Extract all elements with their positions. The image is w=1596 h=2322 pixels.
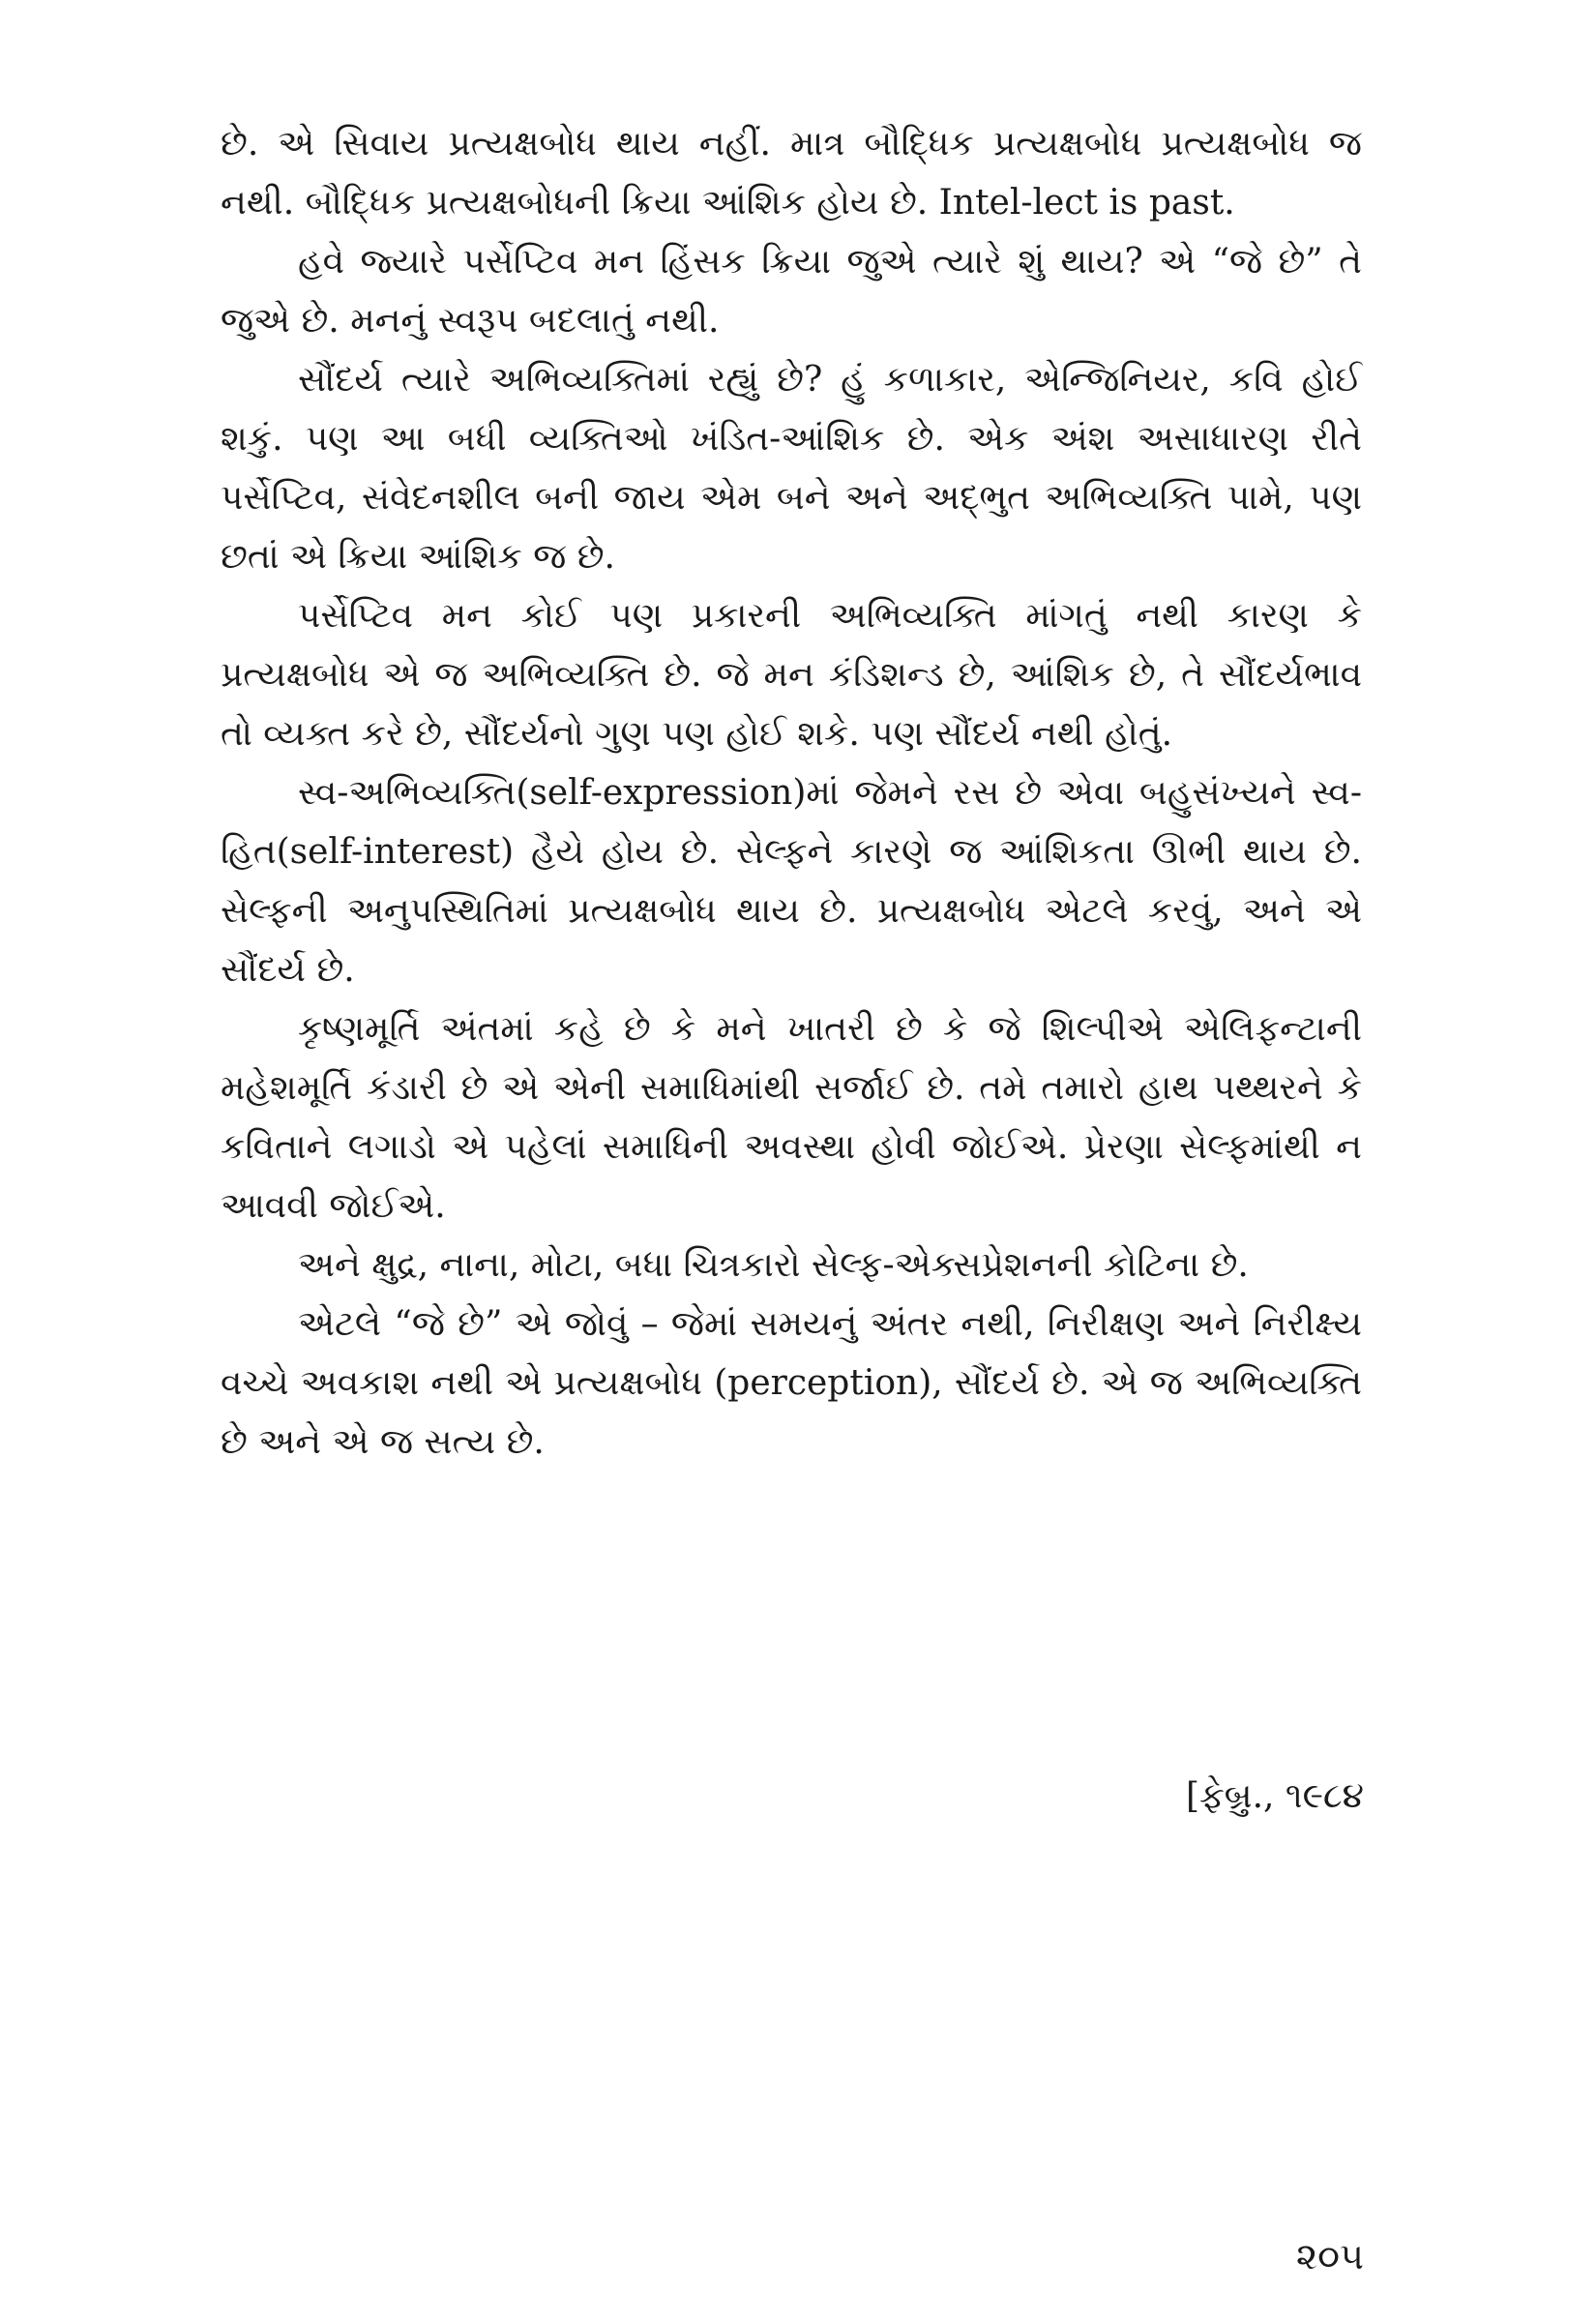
paragraph: સ્વ-અભિવ્યક્તિ(self-expression)માં જેમને રસ છે એવા બહુસંખ્યને સ્વ-હિત(self-interest) હૈયે હોય છે. સેલ્ફને કારણે જ આંશિકતા ઊભી થાય છે. સેલ્ફની અનુપસ્થિતિમાં પ્રત્યક્ષબોધ થાય છે. પ્રત્યક્ષબોધ એટલે કરવું, અને એ સૌંદર્ય છે.: [221, 773, 1362, 990]
body-text: [221, 114, 1362, 1472]
paragraph: એટલે “જે છે” એ જોવું – જેમાં સમયનું અંતર નથી, નિરીક્ષણ અને નિરીક્ષ્ય વચ્ચે અવકાશ નથી એ પ્રત્યક્ષબોધ (perception), સૌંદર્ય છે. એ જ અભિવ્યક્તિ છે અને એ જ સત્ય છે.: [221, 1304, 1362, 1462]
paragraph: હવે જ્યારે પર્સેપ્ટિવ મન હિંસક ક્રિયા જુએ ત્યારે શું થાય? એ “જે છે” તે જુએ છે. મનનું સ્વરૂપ બદલાતું નથી.: [221, 242, 1362, 341]
dateline: [ફેબ્રુ., ૧૯૮૪: [1185, 1776, 1364, 1816]
paragraph: પર્સેપ્ટિવ મન કોઈ પણ પ્રકારની અભિવ્યક્તિ માંગતું નથી કારણ કે પ્રત્યક્ષબોધ એ જ અભિવ્યક્તિ છે. જે મન કંડિશન્ડ છે, આંશિક છે, તે સૌંદર્યભાવ તો વ્યક્ત કરે છે, સૌંદર્યનો ગુણ પણ હોઈ શકે. પણ સૌંદર્ય નથી હોતું.: [221, 596, 1362, 754]
paragraph: સૌંદર્ય ત્યારે અભિવ્યક્તિમાં રહ્યું છે? હું કળાકાર, એન્જિનિયર, કવિ હોઈ શકું. પણ આ બધી વ્યક્તિઓ ખંડિત-આંશિક છે. એક અંશ અસાધારણ રીતે પર્સેપ્ટિવ, સંવેદનશીલ બની જાય એમ બને અને અદ્ભુત અભિવ્યક્તિ પામે, પણ છતાં એ ક્રિયા આંશિક જ છે.: [221, 360, 1362, 577]
paragraph: અને ક્ષુદ્ર, નાના, મોટા, બધા ચિત્રકારો સેલ્ફ-એક્સપ્રેશનની કોટિના છે.: [298, 1245, 1249, 1285]
paragraph-continued: છે. એ સિવાય પ્રત્યક્ષબોધ થાય નહીં. માત્ર બૌદ્ધિક પ્રત્યક્ષબોધ પ્રત્યક્ષબોધ જ નથી. બૌદ્ધિક પ્રત્યક્ષબોધની ક્રિયા આંશિક હોય છે. Intel-lect is past.: [221, 124, 1362, 223]
page-number: ૨૦૫: [1295, 2235, 1364, 2277]
paragraph: કૃષ્ણમૂર્તિ અંતમાં કહે છે કે મને ખાતરી છે કે જે શિલ્પીએ એલિફન્ટાની મહેશમૂર્તિ કંડારી છે એ એની સમાધિમાંથી સર્જાઈ છે. તમે તમારો હાથ પથ્થરને કે કવિતાને લગાડો એ પહેલાં સમાધિની અવસ્થા હોવી જોઈએ. પ્રેરણા સેલ્ફમાંથી ન આવવી જોઈએ.: [221, 1009, 1362, 1226]
